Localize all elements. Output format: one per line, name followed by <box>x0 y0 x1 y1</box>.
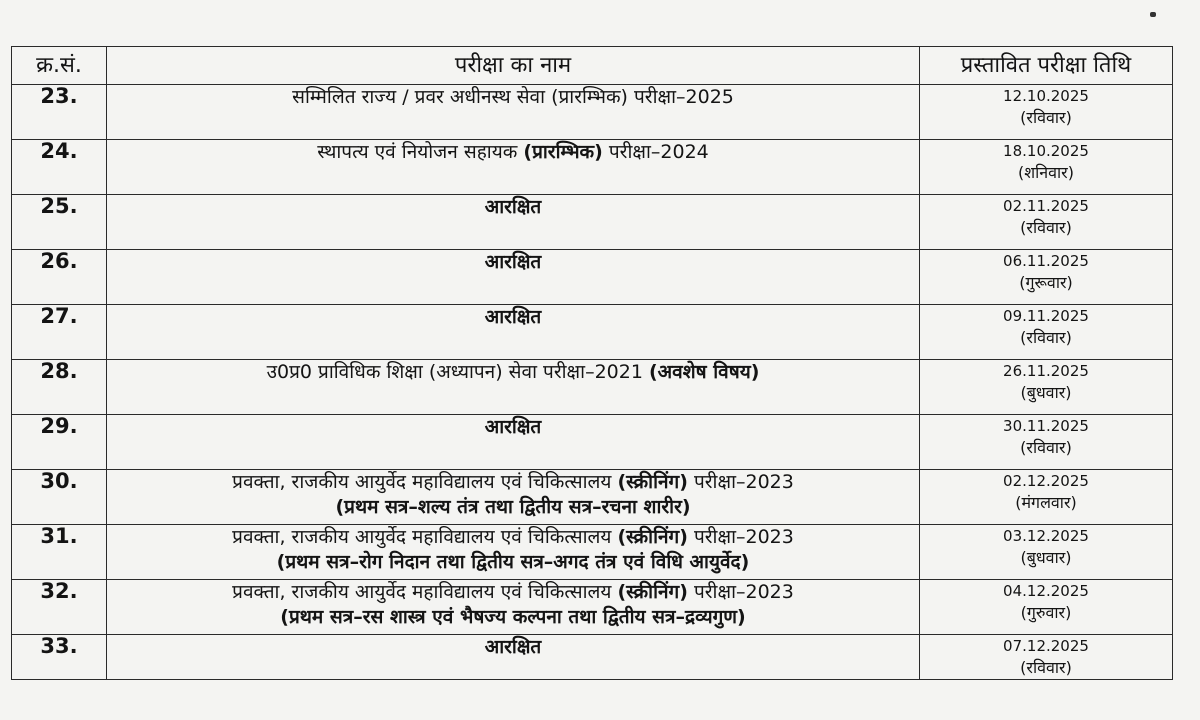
exam-weekday: (बुधवार) <box>1020 548 1072 567</box>
serial-number: 25. <box>12 195 107 250</box>
exam-date: 07.12.2025 <box>1003 637 1089 655</box>
table-body <box>12 85 1173 680</box>
exam-name <box>107 195 920 250</box>
exam-name-emphasis: (स्क्रीनिंग) <box>617 471 688 493</box>
exam-name-line-1 <box>107 305 919 330</box>
table-row <box>12 580 1173 635</box>
exam-name <box>107 580 920 635</box>
exam-date: 30.11.2025 <box>1003 417 1089 435</box>
header-proposed-date: प्रस्तावित परीक्षा तिथि <box>920 47 1173 85</box>
exam-name-line-1 <box>107 580 919 605</box>
table-row <box>12 360 1173 415</box>
exam-weekday: (रविवार) <box>1020 438 1072 457</box>
exam-name-line-1 <box>107 85 919 110</box>
proposed-date <box>920 195 1173 250</box>
exam-session-details: (प्रथम सत्र–रस शास्त्र एवं भैषज्य कल्पना तथा द्वितीय सत्र–द्रव्यगुण) <box>280 606 746 628</box>
serial-number: 27. <box>12 305 107 360</box>
table-row <box>12 85 1173 140</box>
exam-name-line-1 <box>107 195 919 220</box>
exam-name-emphasis: आरक्षित <box>484 636 542 658</box>
exam-name-line-1 <box>107 525 919 550</box>
exam-name-text: प्रवक्ता, राजकीय आयुर्वेद महाविद्यालय एवं चिकित्सालय <box>232 581 618 603</box>
exam-name-line-1 <box>107 360 919 385</box>
proposed-date <box>920 635 1173 680</box>
exam-weekday: (शनिवार) <box>1018 163 1074 182</box>
exam-name <box>107 525 920 580</box>
exam-name <box>107 140 920 195</box>
exam-schedule-table <box>11 46 1173 680</box>
exam-name <box>107 250 920 305</box>
exam-name-text: उ0प्र0 प्राविधिक शिक्षा (अध्यापन) सेवा परीक्षा–2021 <box>266 361 649 383</box>
serial-number: 28. <box>12 360 107 415</box>
exam-date: 18.10.2025 <box>1003 142 1089 160</box>
exam-name <box>107 305 920 360</box>
exam-date: 02.11.2025 <box>1003 197 1089 215</box>
exam-weekday: (रविवार) <box>1020 658 1072 677</box>
exam-name-line-1 <box>107 140 919 165</box>
exam-weekday: (बुधवार) <box>1020 383 1072 402</box>
exam-session-details: (प्रथम सत्र–रोग निदान तथा द्वितीय सत्र–अगद तंत्र एवं विधि आयुर्वेद) <box>276 551 750 573</box>
exam-name-text: प्रवक्ता, राजकीय आयुर्वेद महाविद्यालय एवं चिकित्सालय <box>232 471 618 493</box>
exam-name-emphasis: (स्क्रीनिंग) <box>617 526 688 548</box>
proposed-date <box>920 85 1173 140</box>
exam-name-suffix: परीक्षा–2023 <box>687 581 794 603</box>
exam-date: 12.10.2025 <box>1003 87 1089 105</box>
exam-name-emphasis: (अवशेष विषय) <box>648 361 760 383</box>
exam-date: 04.12.2025 <box>1003 582 1089 600</box>
exam-name <box>107 635 920 680</box>
exam-name-emphasis: आरक्षित <box>484 196 542 218</box>
exam-weekday: (रविवार) <box>1020 218 1072 237</box>
serial-number: 30. <box>12 470 107 525</box>
exam-weekday: (रविवार) <box>1020 108 1072 127</box>
proposed-date <box>920 580 1173 635</box>
exam-name-text: स्थापत्य एवं नियोजन सहायक <box>317 141 524 163</box>
exam-name-suffix: परीक्षा–2023 <box>687 526 794 548</box>
serial-number: 31. <box>12 525 107 580</box>
proposed-date <box>920 360 1173 415</box>
exam-name <box>107 470 920 525</box>
header-serial-number: क्र.सं. <box>12 47 107 85</box>
exam-name <box>107 415 920 470</box>
table-row <box>12 140 1173 195</box>
scan-speck <box>1150 12 1156 17</box>
proposed-date <box>920 140 1173 195</box>
table-row <box>12 415 1173 470</box>
proposed-date <box>920 250 1173 305</box>
table-row <box>12 525 1173 580</box>
exam-weekday: (गुरुवार) <box>1020 603 1072 622</box>
exam-date: 26.11.2025 <box>1003 362 1089 380</box>
table-row <box>12 250 1173 305</box>
proposed-date <box>920 525 1173 580</box>
table-header <box>12 47 1173 85</box>
proposed-date <box>920 415 1173 470</box>
exam-name-emphasis: आरक्षित <box>484 306 542 328</box>
exam-name-text: सम्मिलित राज्य / प्रवर अधीनस्थ सेवा (प्रारम्भिक) परीक्षा–2025 <box>292 86 734 108</box>
proposed-date <box>920 305 1173 360</box>
exam-name-suffix: परीक्षा–2023 <box>687 471 794 493</box>
exam-name-emphasis: आरक्षित <box>484 416 542 438</box>
header-exam-name: परीक्षा का नाम <box>107 47 920 85</box>
exam-name-line-1 <box>107 415 919 440</box>
exam-name-line-1 <box>107 470 919 495</box>
exam-name-line-1 <box>107 635 919 660</box>
exam-date: 09.11.2025 <box>1003 307 1089 325</box>
table-row <box>12 305 1173 360</box>
exam-name <box>107 85 920 140</box>
exam-name-emphasis: आरक्षित <box>484 251 542 273</box>
exam-weekday: (गुरूवार) <box>1019 273 1073 292</box>
exam-name-emphasis: (प्रारम्भिक) <box>523 141 603 163</box>
serial-number: 26. <box>12 250 107 305</box>
table-row <box>12 470 1173 525</box>
exam-weekday: (मंगलवार) <box>1015 493 1077 512</box>
table-row <box>12 195 1173 250</box>
serial-number: 32. <box>12 580 107 635</box>
exam-name <box>107 360 920 415</box>
serial-number: 24. <box>12 140 107 195</box>
exam-date: 06.11.2025 <box>1003 252 1089 270</box>
exam-session-details: (प्रथम सत्र–शल्य तंत्र तथा द्वितीय सत्र–रचना शारीर) <box>335 496 691 518</box>
exam-name-suffix: परीक्षा–2024 <box>602 141 709 163</box>
serial-number: 29. <box>12 415 107 470</box>
serial-number: 23. <box>12 85 107 140</box>
exam-weekday: (रविवार) <box>1020 328 1072 347</box>
exam-name-text: प्रवक्ता, राजकीय आयुर्वेद महाविद्यालय एवं चिकित्सालय <box>232 526 618 548</box>
serial-number: 33. <box>12 635 107 680</box>
exam-name-line-1 <box>107 250 919 275</box>
proposed-date <box>920 470 1173 525</box>
exam-date: 02.12.2025 <box>1003 472 1089 490</box>
table-row <box>12 635 1173 680</box>
exam-date: 03.12.2025 <box>1003 527 1089 545</box>
exam-name-emphasis: (स्क्रीनिंग) <box>617 581 688 603</box>
